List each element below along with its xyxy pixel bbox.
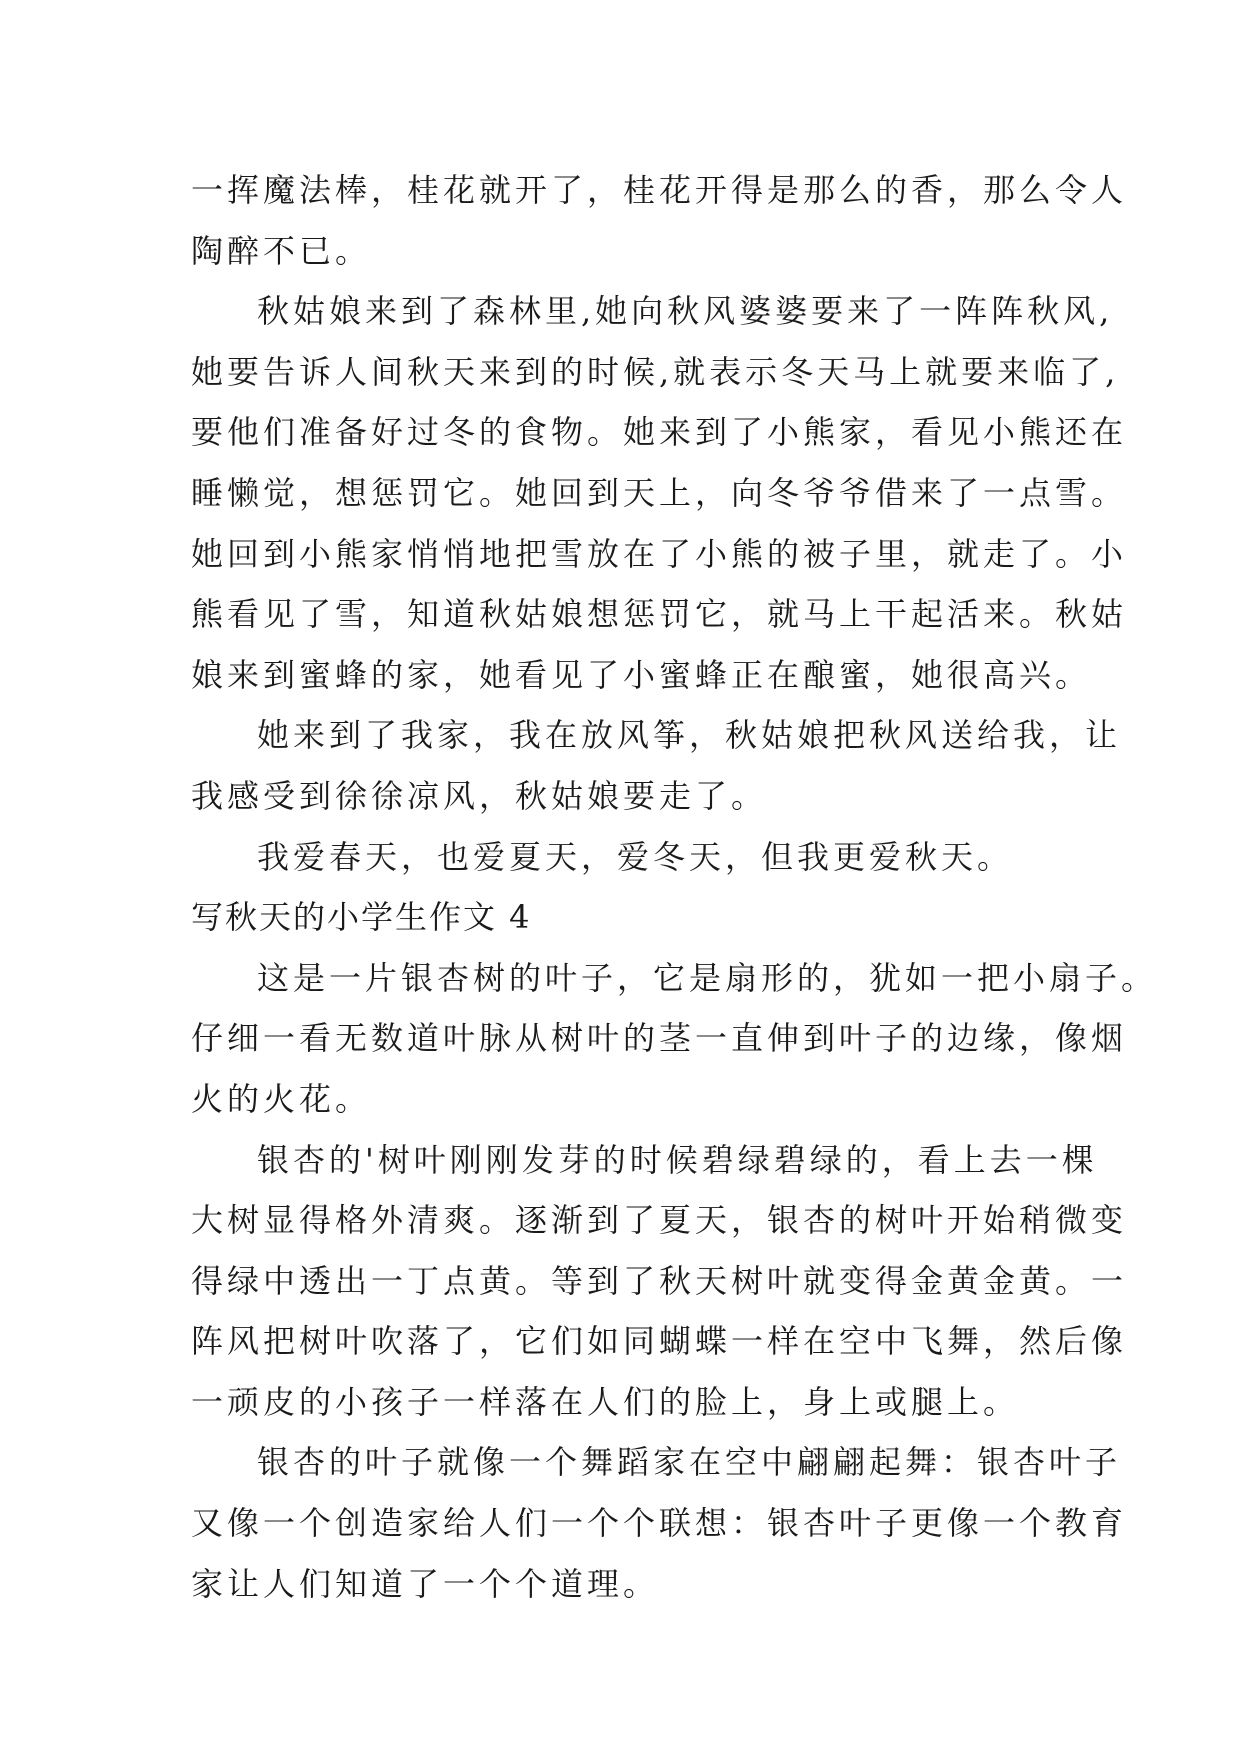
text-line: 一挥魔法棒，桂花就开了，桂花开得是那么的香，那么令人	[191, 171, 1128, 209]
text-line: 得绿中透出一丁点黄。等到了秋天树叶就变得金黄金黄。一	[191, 1261, 1128, 1300]
text-line: 一顽皮的小孩子一样落在人们的脸上，身上或腿上。	[191, 1382, 1020, 1421]
text-line: 她回到小熊家悄悄地把雪放在了小熊的被子里，就走了。小	[191, 534, 1128, 573]
text-line: 熊看见了雪，知道秋姑娘想惩罚它，就马上干起活来。秋姑	[191, 595, 1128, 634]
document-body	[191, 160, 1158, 1614]
paragraph-start-line: 这是一片银杏树的叶子，它是扇形的，犹如一把小扇子。	[257, 958, 1158, 997]
section-heading: 写秋天的小学生作文 4	[191, 898, 532, 937]
text-line: 火的火花。	[191, 1079, 372, 1118]
paragraph-start-line: 银杏的叶子就像一个舞蹈家在空中翩翩起舞：银杏叶子	[257, 1443, 1122, 1482]
text-line: 大树显得格外清爽。逐渐到了夏天，银杏的树叶开始稍微变	[191, 1201, 1128, 1240]
text-line: 娘来到蜜蜂的家，她看见了小蜜蜂正在酿蜜，她很高兴。	[191, 655, 1092, 694]
paragraph-start-line: 她来到了我家，我在放风筝，秋姑娘把秋风送给我，让	[257, 716, 1122, 755]
paragraph-start-line: 我爱春天，也爱夏天，爱冬天，但我更爱秋天。	[257, 837, 1014, 876]
text-line: 阵风把树叶吹落了，它们如同蝴蝶一样在空中飞舞，然后像	[191, 1322, 1128, 1361]
text-line: 睡懒觉，想惩罚它。她回到天上，向冬爷爷借来了一点雪。	[191, 473, 1128, 512]
text-line: 陶醉不已。	[191, 231, 372, 270]
text-line: 家让人们知道了一个个道理。	[191, 1564, 660, 1603]
text-line: 她要告诉人间秋天来到的时候,就表示冬天马上就要来临了,	[191, 352, 1120, 391]
paragraph-start-line: 银杏的'树叶刚刚发芽的时候碧绿碧绿的，看上去一棵	[257, 1140, 1098, 1179]
text-line: 仔细一看无数道叶脉从树叶的茎一直伸到叶子的边缘，像烟	[191, 1019, 1128, 1058]
text-line: 又像一个创造家给人们一个个联想：银杏叶子更像一个教育	[191, 1504, 1128, 1543]
paragraph-start-line: 秋姑娘来到了森林里,她向秋风婆婆要来了一阵阵秋风,	[257, 292, 1114, 331]
text-line: 我感受到徐徐凉风，秋姑娘要走了。	[191, 776, 768, 815]
text-line: 要他们准备好过冬的食物。她来到了小熊家，看见小熊还在	[191, 413, 1128, 452]
